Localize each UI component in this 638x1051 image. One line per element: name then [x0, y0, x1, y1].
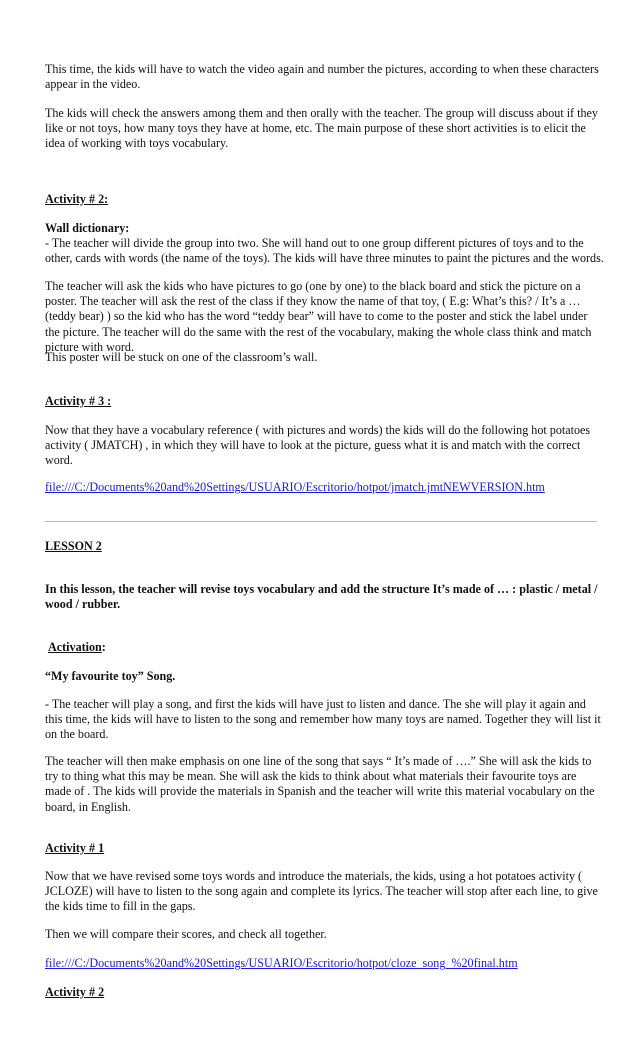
lesson-2-activity-1-heading: Activity # 1 [45, 841, 105, 855]
cloze-song-file-link[interactable]: file:///C:/Documents%20and%20Settings/USUARIO/Escritorio/hotpot/cloze_song_%20final.htm [45, 956, 518, 970]
wall-dictionary-heading: Wall dictionary: [45, 221, 130, 235]
activation-paragraph-1: - The teacher will play a song, and first the kids will have just to listen and dance. The she will play it again and this time, the kids will have to listen to the song and remember how many toys are named. Together they will list it on the board. [45, 697, 601, 742]
lesson-2-activity-1-paragraph-2: Then we will compare their scores, and check all together. [45, 927, 327, 941]
intro-paragraph-1: This time, the kids will have to watch the video again and number the pictures, according to when these characters appear in the video. [45, 62, 599, 92]
song-title: “My favourite toy” Song. [45, 669, 176, 683]
lesson-2-activity-2-heading: Activity # 2 [45, 985, 105, 999]
activity-2-paragraph-1: - The teacher will divide the group into two. She will hand out to one group different pictures of toys and to the other, cards with words (the name of the toys). The kids will have three minutes to paint the pictures and the words. [45, 236, 604, 266]
lesson-2-heading: LESSON 2 [45, 539, 102, 553]
activation-paragraph-2: The teacher will then make emphasis on one line of the song that says “ It’s made of ….” She will ask the kids to try to thing what this may be mean. She will ask the kids to think about what materials their favourite toys are made of . The kids will provide the materials in Spanish and the teacher will write this material vocabulary on the board, in English. [45, 754, 595, 814]
jmatch-file-link[interactable]: file:///C:/Documents%20and%20Settings/USUARIO/Escritorio/hotpot/jmatch.jmtNEWVERSION.htm [45, 480, 545, 494]
activity-3-paragraph: Now that they have a vocabulary reference ( with pictures and words) the kids will do the following hot potatoes activity ( JMATCH) , in which they will have to look at the picture, guess what it is and match with the correct word. [45, 423, 591, 468]
activity-3-heading: Activity # 3 : [45, 394, 112, 408]
activity-2-paragraph-3: This poster will be stuck on one of the classroom’s wall. [45, 350, 318, 364]
activation-colon: : [101, 640, 106, 654]
horizontal-divider [45, 521, 597, 522]
intro-paragraph-2: The kids will check the answers among them and then orally with the teacher. The group will discuss about if they like or not toys, how many toys they have at home, etc. The main purpose of these short activities is to elicit the idea of working with toys vocabulary. [45, 106, 598, 151]
activity-2-heading: Activity # 2: [45, 192, 109, 206]
lesson-2-activity-1-paragraph-1: Now that we have revised some toys words and introduce the materials, the kids, using a hot potatoes activity ( JCLOZE) will have to listen to the song again and complete its lyrics. The teacher will stop after each line, to give the kids time to fill in the gaps. [45, 869, 598, 914]
activation-label: Activation [48, 640, 102, 654]
activation-heading [45, 640, 605, 655]
activity-2-paragraph-2: The teacher will ask the kids who have pictures to go (one by one) to the black board and stick the picture on a poster. The teacher will ask the rest of the class if they know the name of that toy, ( E.g: What’s this? / It’s a … (teddy bear) ) so the kid who has the word “teddy bear” will have to come to the poster and stick the label under the picture. The teacher will do the same with the rest of the vocabulary, making the whole class think and match picture with word. [45, 279, 592, 354]
lesson-2-intro: In this lesson, the teacher will revise toys vocabulary and add the structure It’s made of … : plastic / metal / wood / rubber. [45, 582, 598, 612]
